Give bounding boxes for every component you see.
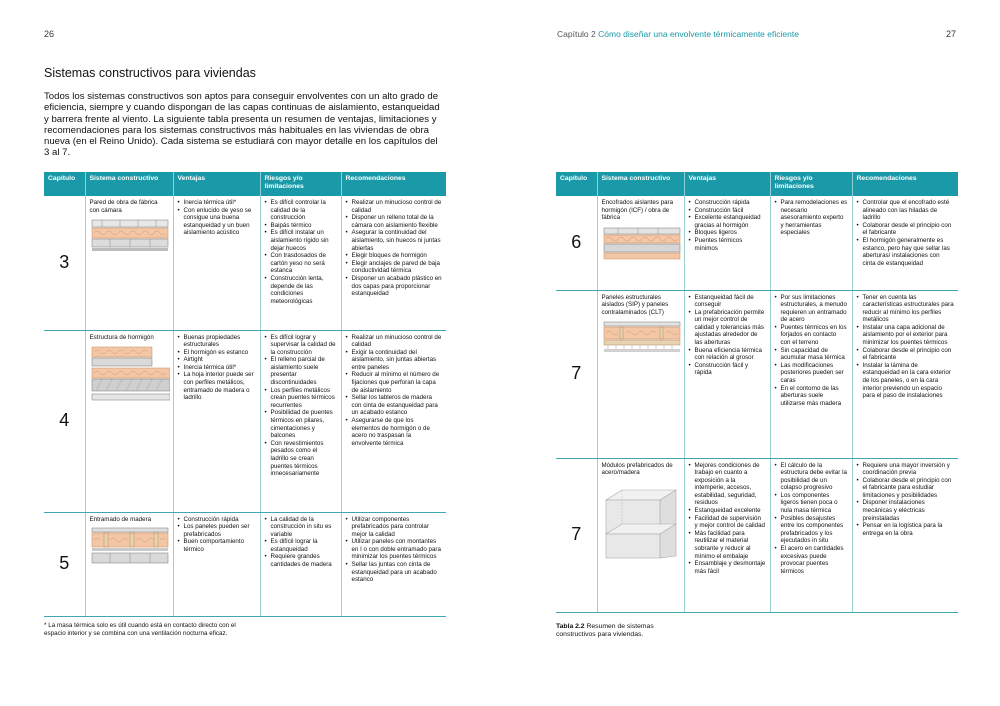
list-item: • Mejores condiciones de trabajo en cuanto a exposición a la intemperie, accesos, estabilidad, seguridad, residuos — [695, 462, 766, 508]
list-item: • Las modificaciones posteriores pueden ser caras — [781, 362, 848, 385]
list-item: • Requiere grandes cantidades de madera — [271, 553, 337, 568]
list-item: • Instalar una capa adicional de aislamiento por el exterior para minimizar los puentes térmicos — [863, 324, 955, 347]
list-item: • Puentes térmicos mínimos — [695, 237, 766, 252]
page-number-left: 26 — [44, 29, 55, 39]
table-row — [556, 458, 958, 612]
page-number-right: 27 — [946, 29, 957, 39]
list-item: • Tener en cuenta las características estructurales para reducir al mínimo los perfiles metálicos — [863, 294, 955, 324]
table-row — [556, 290, 958, 458]
chapter-number: 6 — [556, 196, 597, 290]
riesgos-cell — [770, 196, 852, 290]
list-item: • Elegir anclajes de pared de baja conductividad térmica — [352, 260, 443, 275]
timber-frame-illustration — [90, 526, 170, 572]
chapter-number: 7 — [556, 290, 597, 458]
list-item: • Con enlucido de yeso se consigue una buena estanqueidad y un buen aislamiento acústico — [184, 207, 256, 237]
masonry-wall-illustration — [90, 217, 170, 257]
list-item: • La hoja interior puede ser con perfiles metálicos, entramado de madera o ladrillo — [184, 371, 256, 401]
icf-illustration — [602, 225, 682, 265]
header-riesgos: Riesgos y/o limitaciones — [770, 172, 852, 196]
table-row — [556, 196, 958, 290]
list-item: • Disponer un relleno total de la cámara con aislamiento flexible — [352, 214, 443, 229]
list-item: • Exigir la continuidad del aislamiento, sin juntas abiertas entre paneles — [352, 349, 443, 372]
list-item: • Es difícil lograr y supervisar la calidad de la construcción — [271, 334, 337, 357]
riesgos-cell — [770, 458, 852, 612]
list-item: • El relleno parcial de aislamiento suele presentar discontinuidades — [271, 356, 337, 386]
system-cell — [85, 330, 173, 512]
list-item: • Controlar que el encofrado esté alineado con las hiladas de ladrillo — [863, 199, 955, 222]
list-item: • Con trasdosados de cartón yeso no será estanca — [271, 252, 337, 275]
system-name: Módulos prefabricados de acero/madera — [601, 461, 673, 477]
system-cell — [85, 512, 173, 616]
list-item: • Bloques ligeros — [695, 229, 766, 237]
list-item: • Posibilidad de puentes térmicos en pilares, cimentaciones y balcones — [271, 409, 337, 439]
list-item: • Colaborar desde el principio con el fabricante — [863, 347, 955, 362]
system-cell — [597, 290, 684, 458]
list-item: • Los paneles pueden ser prefabricados — [184, 523, 256, 538]
list-item: • Facilidad de supervisión y mejor control de calidad — [695, 515, 766, 530]
header-recomendaciones: Recomendaciones — [341, 172, 446, 196]
header-ventajas: Ventajas — [684, 172, 770, 196]
recomendaciones-cell — [341, 330, 446, 512]
list-item: • Por sus limitaciones estructurales, a menudo requieren un entramado de acero — [781, 294, 848, 324]
list-item: • Asegurarse de que los elementos de hormigón o de acero no traspasan la envolvente térmica — [352, 417, 443, 447]
list-item: • Puentes térmicos en los forjados en contacto con el terreno — [781, 324, 848, 347]
caption-text: Resumen de sistemas constructivos para viviendas. — [556, 623, 654, 639]
list-item: • Los perfiles metálicos crean puentes térmicos recurrentes — [271, 387, 337, 410]
list-item: • Requiere una mayor inversión y coordinación previa — [863, 462, 955, 477]
list-item: • Con revestimientos pesados como el ladrillo se crean puentes térmicos innecesariamente — [271, 440, 337, 478]
header-sistema: Sistema constructivo — [597, 172, 684, 196]
list-item: • Los componentes ligeros tienen poca o nula masa térmica — [781, 492, 848, 515]
ventajas-cell — [173, 330, 260, 512]
list-item: • Buena eficiencia térmica con relación al grosor — [695, 347, 766, 362]
list-item: • Instalar la lámina de estanqueidad en la cara exterior de los paneles, o en la cara interior previendo un espacio para el paso de instalaciones — [863, 362, 955, 400]
ventajas-cell — [684, 196, 770, 290]
ventajas-cell — [684, 290, 770, 458]
chapter-number: 4 — [44, 330, 85, 512]
header-riesgos: Riesgos y/o limitaciones — [260, 172, 341, 196]
list-item: • Construcción fácil — [695, 207, 766, 215]
footnote: * La masa térmica solo es útil cuando está en contacto directo con el espacio interior y se combina con una ventilación nocturna eficaz. — [44, 622, 236, 637]
list-item: • Ensamblaje y desmontaje más fácil — [695, 560, 766, 575]
list-item: • Inercia térmica útil* — [184, 199, 256, 207]
list-item: • El acero en cantidades excesivas puede provocar puentes térmicos — [781, 545, 848, 575]
list-item: • Sellar los tableros de madera con cinta de estanqueidad para un acabado estanco — [352, 394, 443, 417]
riesgos-cell — [260, 196, 341, 330]
systems-table-left — [44, 172, 446, 617]
systems-table-right — [556, 172, 958, 613]
system-name: Estructura de hormigón — [89, 333, 154, 341]
list-item: • Sin capacidad de acumular masa térmica — [781, 347, 848, 362]
list-item: • Realizar un minucioso control de calidad — [352, 334, 443, 349]
prefab-modules-illustration — [602, 480, 682, 560]
list-item: • Construcción rápida — [184, 516, 256, 524]
list-item: • El hormigón es estanco — [184, 349, 256, 357]
list-item: • Colaborar desde el principio con el fabricante para estudiar limitaciones y posibilidades — [863, 477, 955, 500]
list-item: • Asegurar la continuidad del aislamiento, sin huecos ni juntas abiertas — [352, 229, 443, 252]
chapter-number: 7 — [556, 458, 597, 612]
header-ventajas: Ventajas — [173, 172, 260, 196]
list-item: • Posibles desajustes entre los componentes prefabricados y los ejecutados in situ — [781, 515, 848, 545]
list-item: • La calidad de la construcción in situ es variable — [271, 516, 337, 539]
list-item: • Es difícil controlar la calidad de la construcción — [271, 199, 337, 222]
table-caption — [556, 623, 656, 640]
chapter-number: 5 — [44, 512, 85, 616]
system-cell — [597, 196, 684, 290]
list-item: • Es difícil lograr la estanqueidad — [271, 538, 337, 553]
system-name: Pared de obra de fábrica con cámara — [89, 199, 158, 214]
intro-paragraph: Todos los sistemas constructivos son aptos para conseguir envolventes con un alto grado de eficiencia, siempre y cuando dispongan de las capas continuas de aislamiento, estanqueidad y barrera frente al viento. La siguiente tabla presenta un resumen de ventajas, limitaciones y recomendaciones para los sistemas constructivos más habituales en las viviendas de obra nueva (en el Reino Unido). Cada sistema se estudiará con mayor detalle en los capítulos del 3 al 7. — [44, 91, 440, 159]
list-item: • Para remodelaciones es necesario asesoramiento experto y herramientas especiales — [781, 199, 848, 237]
list-item: • Sellar las juntas con cinta de estanqueidad para un acabado estanco — [352, 561, 443, 584]
riesgos-cell — [260, 330, 341, 512]
ventajas-cell — [173, 512, 260, 616]
list-item: • Airtight — [184, 356, 256, 364]
list-item: • Es difícil instalar un aislamiento rígido sin dejar huecos — [271, 229, 337, 252]
riesgos-cell — [770, 290, 852, 458]
list-item: • Más facilidad para reutilizar el material sobrante y reducir al mínimo el embalaje — [695, 530, 766, 560]
section-title: Sistemas constructivos para viviendas — [44, 66, 256, 80]
header-capitulo: Capítulo — [556, 172, 597, 196]
list-item: • Elegir bloques de hormigón — [352, 252, 443, 260]
ventajas-cell — [173, 196, 260, 330]
list-item: • Inercia térmica útil* — [184, 364, 256, 372]
recomendaciones-cell — [852, 290, 958, 458]
list-item: • Estanqueidad excelente — [695, 507, 766, 515]
chapter-number: 3 — [44, 196, 85, 330]
list-item: • Reducir al mínimo el número de fijaciones que perforan la capa de aislamiento — [352, 371, 443, 394]
ventajas-cell — [684, 458, 770, 612]
system-name: Encofrados aislantes para hormigón (ICF) / obra de fábrica — [601, 199, 674, 222]
list-item: • Construcción rápida — [695, 199, 766, 207]
list-item: • Colaborar desde el principio con el fabricante — [863, 222, 955, 237]
list-item: • Construcción lenta, depende de las condiciones meteorológicas — [271, 275, 337, 305]
recomendaciones-cell — [341, 512, 446, 616]
table-row — [44, 330, 446, 512]
header-title: Cómo diseñar una envolvente térmicamente eficiente — [598, 29, 799, 39]
list-item: • Estanqueidad fácil de conseguir — [695, 294, 766, 309]
sip-clt-illustration — [602, 319, 682, 355]
list-item: • El hormigón generalmente es estanco, pero hay que sellar las aberturas/ instalaciones con cinta de estanqueidad — [863, 237, 955, 267]
riesgos-cell — [260, 512, 341, 616]
running-header — [557, 29, 799, 39]
list-item: • Disponer instalaciones mecánicas y eléctricas preinstaladas — [863, 499, 955, 522]
list-item: • Utilizar paneles con montantes en I o con doble entramado para minimizar los puentes térmicos — [352, 538, 443, 561]
system-cell — [85, 196, 173, 330]
list-item: • En el contorno de las aberturas suele utilizarse más madera — [781, 385, 848, 408]
list-item: • Disponer un acabado plástico en dos capas para proporcionar estanqueidad — [352, 275, 443, 298]
header-recomendaciones: Recomendaciones — [852, 172, 958, 196]
table-row — [44, 196, 446, 330]
recomendaciones-cell — [341, 196, 446, 330]
recomendaciones-cell — [852, 196, 958, 290]
list-item: • Buen comportamiento térmico — [184, 538, 256, 553]
system-cell — [597, 458, 684, 612]
list-item: • La prefabricación permite un mejor control de calidad y tolerancias más ajustadas alrededor de las aberturas — [695, 309, 766, 347]
system-name: Entramado de madera — [89, 515, 152, 523]
table-row — [44, 512, 446, 616]
caption-label: Tabla 2.2 — [556, 623, 585, 630]
list-item: • Excelente estanqueidad gracias al hormigón — [695, 214, 766, 229]
list-item: • Buenas propiedades estructurales — [184, 334, 256, 349]
system-name: Paneles estructurales aislados (SIP) y paneles contralaminados (CLT) — [601, 293, 669, 316]
list-item: • Construcción fácil y rápida — [695, 362, 766, 377]
header-capitulo: Capítulo — [44, 172, 85, 196]
list-item: • Baipás térmico — [271, 222, 337, 230]
list-item: • Realizar un minucioso control de calidad — [352, 199, 443, 214]
concrete-structure-illustration — [90, 344, 170, 404]
header-chapter: Capítulo 2 — [557, 29, 596, 39]
recomendaciones-cell — [852, 458, 958, 612]
list-item: • Utilizar componentes prefabricados para controlar mejor la calidad — [352, 516, 443, 539]
list-item: • Pensar en la logística para la entrega en la obra — [863, 522, 955, 537]
header-sistema: Sistema constructivo — [85, 172, 173, 196]
list-item: • El cálculo de la estructura debe evitar la posibilidad de un colapso progresivo — [781, 462, 848, 492]
